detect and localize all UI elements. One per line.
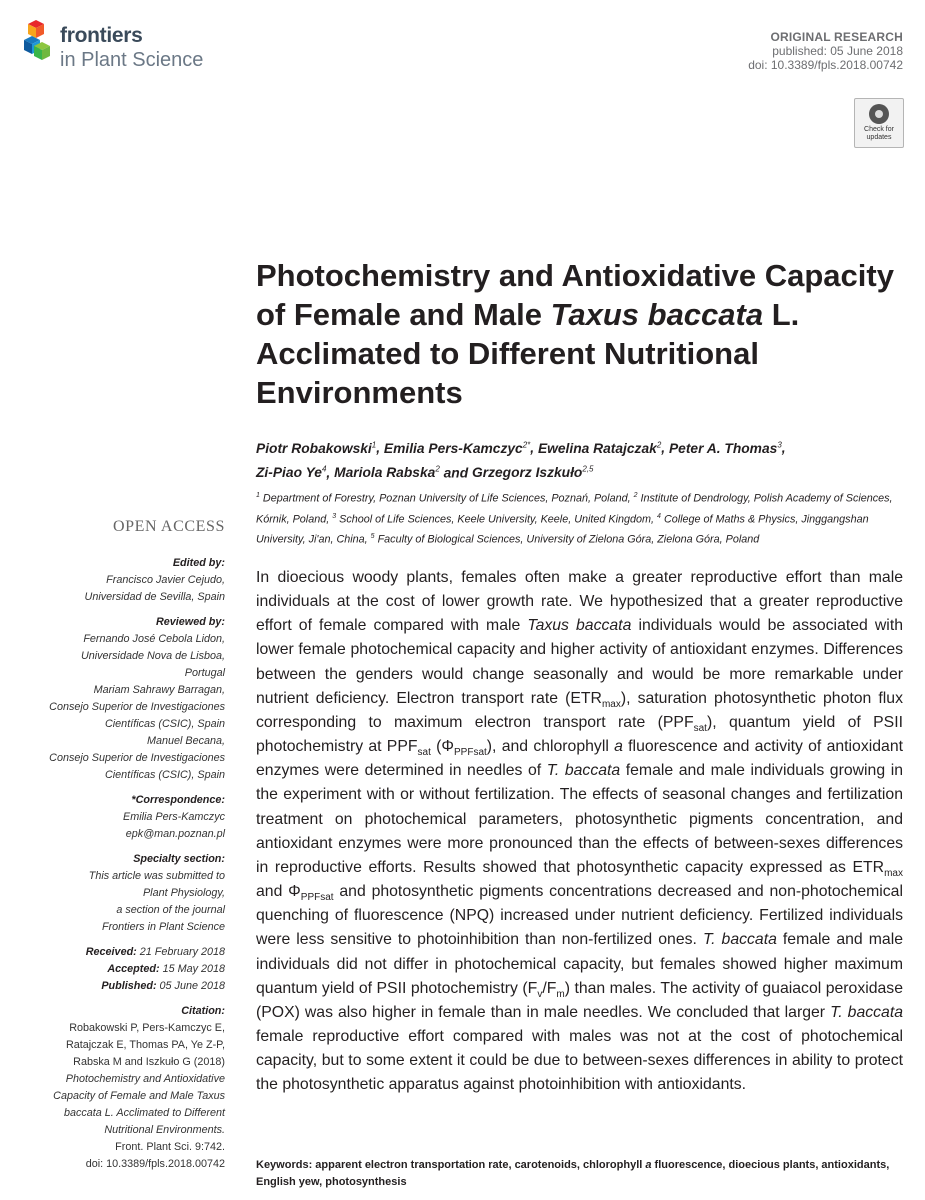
- article-type: ORIGINAL RESEARCH: [770, 30, 903, 44]
- correspondence-name: Emilia Pers-Kamczyc: [123, 811, 225, 823]
- keywords-label: Keywords:: [256, 1159, 313, 1171]
- title-species: Taxus baccata: [550, 297, 764, 332]
- citation-line: Nutritional Environments.: [104, 1124, 225, 1136]
- author[interactable]: Ewelina Ratajczak$^2$: [537, 440, 662, 456]
- affiliation: College of Maths & Physics, Jinggangshan University, Ji'an, China,: [256, 513, 869, 546]
- keywords: Keywords: apparent electron transportation rate, carotenoids, chlorophyll a fluorescence, dioecious plants, antioxidants, English yew, photosynthesis: [256, 1159, 890, 1188]
- affiliation: Department of Forestry, Poznan University of Life Sciences, Poznań, Poland,: [262, 492, 631, 505]
- specialty-line: a section of the journal: [116, 904, 225, 916]
- correspondence-label: *Correspondence:: [131, 794, 225, 806]
- title-part: L. Acclimated to Different Nutritional Environments: [256, 297, 800, 410]
- reviewer-line: Consejo Superior de Investigaciones: [49, 752, 225, 764]
- specialty-line: This article was submitted to: [88, 870, 225, 882]
- updates-label: updates: [866, 134, 892, 141]
- crossmark-icon: [869, 104, 889, 124]
- journal-name-line1: frontiers: [60, 24, 143, 47]
- check-for-label: Check for: [864, 126, 894, 133]
- specialty-line: Frontiers in Plant Science: [101, 921, 225, 933]
- journal-name-line2: in Plant Science: [60, 49, 204, 71]
- check-for-updates-button[interactable]: [854, 98, 904, 148]
- author[interactable]: Peter A. Thomas$^3$: [668, 440, 782, 456]
- citation-label: Citation:: [181, 1005, 225, 1017]
- author[interactable]: Mariola Rabska$^2$: [334, 464, 440, 481]
- reviewer-line: Consejo Superior de Investigaciones: [49, 701, 225, 713]
- edited-by-label: Edited by:: [172, 557, 225, 569]
- author[interactable]: Piotr Robakowski$^1$: [256, 440, 377, 456]
- title-part: Photochemistry and Antioxidative Capacity of Female and Male: [256, 258, 894, 332]
- editor-line: Francisco Javier Cejudo,: [106, 574, 225, 586]
- specialty-line: Plant Physiology,: [142, 887, 225, 899]
- author[interactable]: Zi-Piao Ye$^4$: [256, 464, 327, 481]
- affiliations: $^1$ Department of Forestry, Poznan University of Life Sciences, Poznań, Poland, $^2$ Institute of Dendrology, Polish Academy of Sciences, Kórnik, Poland, $^3$ School of Life Sciences, Keele University, Keele, United Kingdom, $^4$ College of Maths & Physics, Jinggangshan University, Ji'an, China, $^5$ Faculty of Biological Sciences, University of Zielona Góra, Zielona Góra, Poland: [256, 492, 893, 546]
- specialty-section-label: Specialty section:: [133, 853, 225, 865]
- reviewer-line: Científicas (CSIC), Spain: [104, 718, 225, 730]
- reviewed-by-label: Reviewed by:: [155, 616, 225, 628]
- article-header: [748, 30, 903, 72]
- citation-line: Capacity of Female and Male Taxus: [53, 1090, 225, 1102]
- citation-line: baccata L. Acclimated to Different: [63, 1107, 225, 1119]
- reviewer-line: Manuel Becana,: [146, 735, 225, 747]
- article-info-sidebar: [20, 555, 225, 1173]
- article-doi[interactable]: doi: 10.3389/fpls.2018.00742: [748, 58, 903, 72]
- citation-line: Ratajczak E, Thomas PA, Ye Z-P,: [65, 1039, 225, 1051]
- citation-line: Photochemistry and Antioxidative: [65, 1073, 225, 1085]
- affiliation: Faculty of Biological Sciences, University of Zielona Góra, Zielona Góra, Poland: [377, 533, 760, 546]
- article-title: [256, 256, 896, 412]
- abstract-text: In dioecious woody plants, females often make a greater reproductive effort than male individuals at the cost of lower growth rate. We hypothesized that a greater reproductive effort of female compared with male Taxus baccata individuals would be associated with lower female photochemical capacity and higher activity of antioxidant enzymes. Differences between the genders would change seasonally and would be more remarkable under nutrient deficiency. Electron transport rate $(ETR_{max})$, saturation photosynthetic photon flux corresponding to maximum electron transport rate $(PPF_{sat})$, quantum yield of PSII photochemistry at $PPF_{sat}$ $(\Phi_{PPFsat})$, and chlorophyll a fluorescence and activity of antioxidant enzymes were determined in needles of T. baccata female and male individuals growing in the experiment with or without fertilization. The effects of seasonal changes and fertilization treatment on photochemical parameters, photosynthetic pigments concentration, and antioxidant enzymes were more pronounced than the effects of between-sexes differences in reproductive efforts. Results showed that photosynthetic capacity expressed as $ETR_{max}$ and $\Phi_{PPFsat}$ and photosynthetic pigments concentrations decreased and non-photochemical quenching of fluorescence (NPQ) increased under nutrient deficiency. Fertilized individuals were less sensitive to photoinhibition than non-fertilized ones. T. baccata female and male individuals did not differ in photochemical capacity, but females showed higher maximum quantum yield of PSII photochemistry $(F_v/F_m)$ than males. The activity of guaiacol peroxidase (POX) was also higher in female than in male needles. We concluded that larger T. baccata female reproductive effort compared with males was not at the cost of photochemical capacity, but to some extent it could be due to between-sexes differences in ability to protect the photosynthetic apparatus against photoinhibition with antioxidants.: [256, 569, 904, 1094]
- author-list: Piotr Robakowski$^1$, Emilia Pers-Kamczyc$^{2*}$, Ewelina Ratajczak$^2$, Peter A. Thomas$^3$, Zi-Piao Ye$^4$, Mariola Rabska$^2$ and Grzegorz Iszkuło$^{2,5}$: [256, 440, 786, 481]
- published-date-sidebar: Published: 05 June 2018: [101, 980, 225, 992]
- reviewer-line: Fernando José Cebola Lidon,: [83, 633, 225, 645]
- reviewer-line: Universidade Nova de Lisboa,: [80, 650, 225, 662]
- reviewer-line: Mariam Sahrawy Barragan,: [93, 684, 225, 696]
- received-date: Received: 21 February 2018: [85, 946, 225, 958]
- journal-logo[interactable]: [22, 18, 242, 78]
- affiliation: School of Life Sciences, Keele University, Keele, United Kingdom,: [339, 513, 655, 526]
- citation-doi-link[interactable]: doi: 10.3389/fpls.2018.00742: [85, 1158, 225, 1170]
- accepted-date: Accepted: 15 May 2018: [107, 963, 225, 975]
- citation-line: Robakowski P, Pers-Kamczyc E,: [69, 1022, 225, 1034]
- editor-line: Universidad de Sevilla, Spain: [84, 591, 225, 603]
- published-date: published: 05 June 2018: [772, 44, 903, 58]
- reviewer-line: Científicas (CSIC), Spain: [104, 769, 225, 781]
- citation-line: Rabska M and Iszkuło G (2018): [73, 1056, 225, 1068]
- frontiers-logo-icon: [22, 18, 56, 62]
- author[interactable]: Emilia Pers-Kamczyc$^{2*}$: [383, 440, 531, 456]
- citation-line: Front. Plant Sci. 9:742.: [115, 1141, 225, 1153]
- open-access-label: OPEN ACCESS: [113, 518, 225, 535]
- affiliation: Institute of Dendrology, Polish Academy of Sciences, Kórnik, Poland,: [256, 492, 893, 526]
- reviewer-line: Portugal: [184, 667, 225, 679]
- correspondence-email-link[interactable]: epk@man.poznan.pl: [125, 828, 225, 840]
- author[interactable]: Grzegorz Iszkuło$^{2,5}$: [471, 464, 594, 481]
